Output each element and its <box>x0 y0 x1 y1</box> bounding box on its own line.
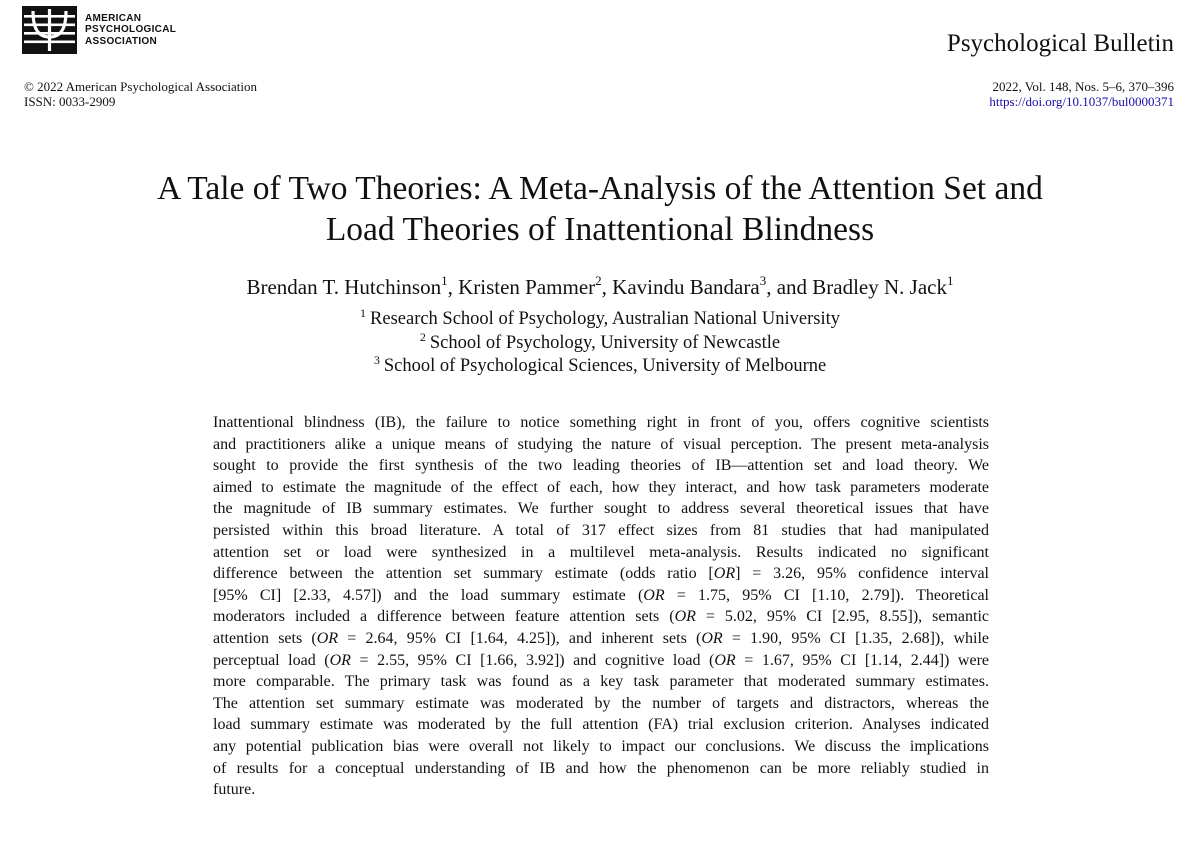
abstract-italic-term: OR <box>643 586 665 604</box>
author-affiliation-marker: 3 <box>759 273 767 288</box>
publisher-name-line: AMERICAN <box>85 12 142 24</box>
abstract-line: attention set or load were synthesized in a multilevel meta-analysis. Results indicated no significant <box>213 543 989 561</box>
abstract-line: and practitioners alike a unique means of studying the nature of visual perception. The present meta-analysis <box>213 435 989 453</box>
abstract-line: The attention set summary estimate was moderated by the number of targets and distractors, whereas the <box>213 694 989 712</box>
affiliation-marker: 1 <box>360 306 367 320</box>
author-separator: , <box>447 275 459 299</box>
affiliation-list <box>0 308 1200 379</box>
abstract-italic-term: OR <box>329 651 351 669</box>
author-name: Brendan T. Hutchinson <box>246 275 442 299</box>
author-affiliation-marker: 2 <box>595 273 602 288</box>
abstract-line: aimed to estimate the magnitude of the effect of each, how they interact, and how task parameters moderate <box>213 478 989 496</box>
abstract-line: load summary estimate was moderated by the full attention (FA) trial exclusion criterion. Analyses indicated <box>213 716 989 734</box>
abstract-line: sought to provide the first synthesis of the two leading theories of IB—attention set and load theory. We <box>213 457 989 475</box>
abstract-italic-term: OR <box>316 629 339 647</box>
affiliation <box>0 329 1200 356</box>
doi-link[interactable]: https://doi.org/10.1037/bul0000371 <box>989 93 1174 109</box>
abstract-italic-term: OR <box>713 565 736 583</box>
abstract-line: any potential publication bias were overall not likely to impact our conclusions. We discuss the implications <box>213 737 989 755</box>
abstract-italic-term: OR <box>714 651 736 669</box>
affiliation-text: School of Psychology, University of Newcastle <box>429 332 781 353</box>
abstract-line: the magnitude of IB summary estimates. We further sought to address several theoretical issues that have <box>213 500 989 518</box>
abstract-line: future. <box>213 781 256 799</box>
abstract-line: difference between the attention set summary estimate (odds ratio [OR] = 3.26, 95% confidence interval <box>213 565 990 583</box>
affiliation <box>0 355 1200 379</box>
apa-psi-logo-icon <box>22 6 77 54</box>
article-title <box>0 168 1200 250</box>
abstract-line: persisted within this broad literature. A total of 317 effect sizes from 81 studies that had manipulated <box>213 521 989 539</box>
journal-name: Psychological Bulletin <box>946 30 1174 57</box>
abstract-italic-term: OR <box>674 608 696 626</box>
publisher-name <box>85 13 176 48</box>
publisher-name-line: PSYCHOLOGICAL <box>85 24 177 36</box>
author-affiliation-marker: 1 <box>947 273 954 288</box>
abstract-line: more comparable. The primary task was found as a key task parameter that moderated summary estimates. <box>213 673 989 691</box>
abstract <box>213 412 989 801</box>
abstract-line: perceptual load (OR = 2.55, 95% CI [1.66, 3.92]) and cognitive load (OR = 1.67, 95% CI [1.14, 2.44]) were <box>213 651 990 669</box>
issn: ISSN: 0033-2909 <box>24 93 116 109</box>
title-line: A Tale of Two Theories: A Meta-Analysis of the Attention Set and <box>157 170 1043 207</box>
author-separator: , <box>601 275 613 299</box>
abstract-line: Inattentional blindness (IB), the failure to notice something right in front of you, offers cognitive scientists <box>213 414 989 431</box>
abstract-line: [95% CI] [2.33, 4.57]) and the load summary estimate (OR = 1.75, 95% CI [1.10, 2.79]). Theoretical <box>213 586 989 604</box>
publication-meta-right <box>989 80 1174 109</box>
author-name: Kavindu Bandara <box>612 275 760 299</box>
volume-info: 2022, Vol. 148, Nos. 5–6, 370–396 <box>992 79 1174 94</box>
author-affiliation-marker: 1 <box>441 273 448 288</box>
abstract-line: attention sets (OR = 2.64, 95% CI [1.64, 4.25]), and inherent sets (OR = 1.90, 95% CI [1.35, 2.68]), while <box>213 629 990 647</box>
affiliation-text: Research School of Psychology, Australian National University <box>370 309 840 329</box>
abstract-italic-term: OR <box>701 629 723 647</box>
publication-meta-left <box>24 80 257 109</box>
title-line: Load Theories of Inattentional Blindness <box>325 211 875 248</box>
author-name: Kristen Pammer <box>458 275 596 299</box>
abstract-line: moderators included a difference between feature attention sets (OR = 5.02, 95% CI [2.95, 8.55]), semantic <box>213 608 989 626</box>
affiliation-marker: 2 <box>419 329 426 344</box>
author-separator: , and <box>766 275 813 299</box>
author-list <box>0 274 1200 300</box>
publisher-name-line: ASSOCIATION <box>85 35 158 47</box>
affiliation-text: School of Psychological Sciences, University of Melbourne <box>383 356 827 376</box>
publisher-logo <box>22 6 176 54</box>
abstract-line: of results for a conceptual understanding of IB and how the phenomenon can be more reliably studied in <box>213 759 989 777</box>
author-name: Bradley N. Jack <box>812 275 947 299</box>
copyright-notice: © 2022 American Psychological Association <box>24 79 258 94</box>
affiliation <box>0 308 1200 332</box>
affiliation-marker: 3 <box>373 353 380 367</box>
